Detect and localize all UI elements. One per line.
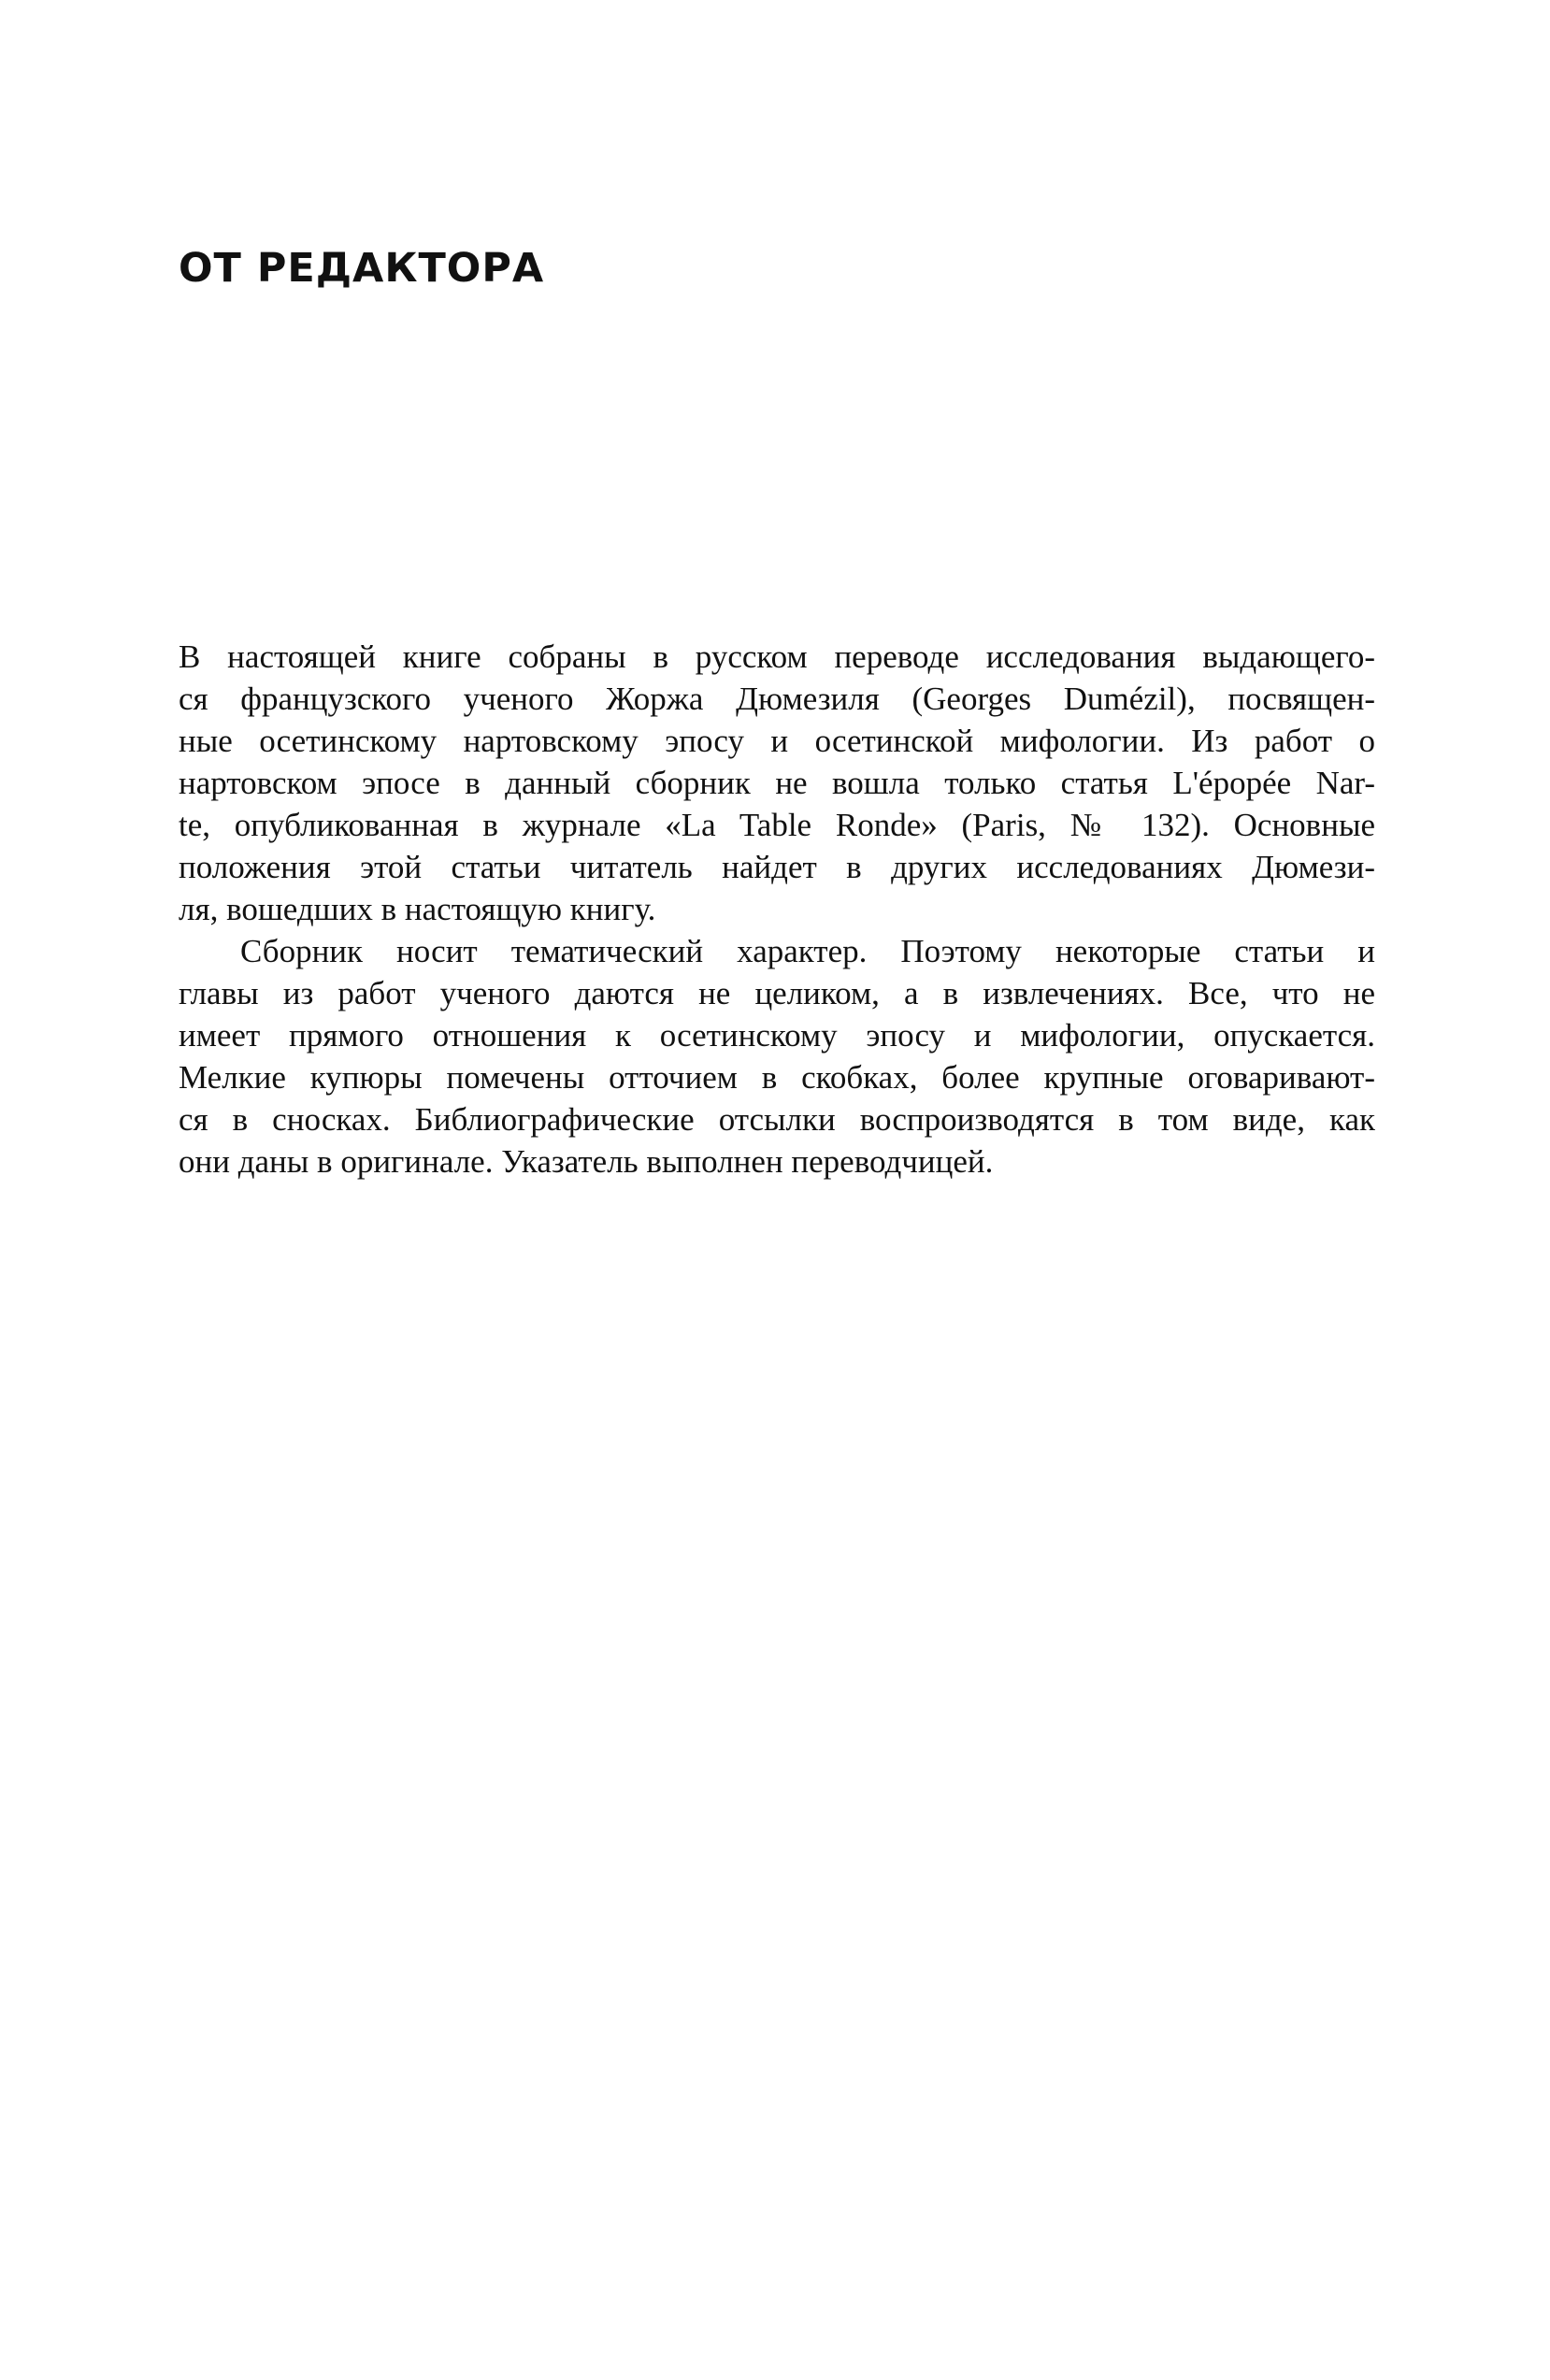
text-line: В настоящей книге собраны в русском переводе исследования выдающего- [179, 638, 1375, 675]
text-line: нартовском эпосе в данный сборник не вошла только статья L'épopée Nar- [179, 765, 1375, 801]
text-line: положения этой статьи читатель найдет в других исследованиях Дюмези- [179, 849, 1375, 885]
text-line: Сборник носит тематический характер. Поэтому некоторые статьи и [240, 933, 1375, 969]
text-line: имеет прямого отношения к осетинскому эпосу и мифологии, опускается. [179, 1017, 1375, 1054]
text-line: главы из работ ученого даются не целиком, а в извлечениях. Все, что не [179, 975, 1375, 1011]
text-line: они даны в оригинале. Указатель выполнен переводчицей. [179, 1143, 994, 1180]
paragraph-2 [179, 930, 1375, 1183]
page-heading: ОТ РЕДАКТОРА [179, 245, 545, 292]
text-line: te, опубликованная в журнале «La Table Ronde» (Paris, № 132). Основные [179, 807, 1375, 843]
text-line: Мелкие купюры помечены отточием в скобках, более крупные оговаривают- [179, 1059, 1375, 1096]
text-line: ля, вошедших в настоящую книгу. [179, 891, 656, 927]
paragraph-1 [179, 636, 1375, 930]
text-line: ные осетинскому нартовскому эпосу и осетинской мифологии. Из работ о [179, 723, 1375, 759]
body-text [179, 636, 1375, 1183]
text-line: ся в сносках. Библиографические отсылки воспроизводятся в том виде, как [179, 1101, 1375, 1138]
text-line: ся французского ученого Жоржа Дюмезиля (Georges Dumézil), посвящен- [179, 681, 1375, 717]
